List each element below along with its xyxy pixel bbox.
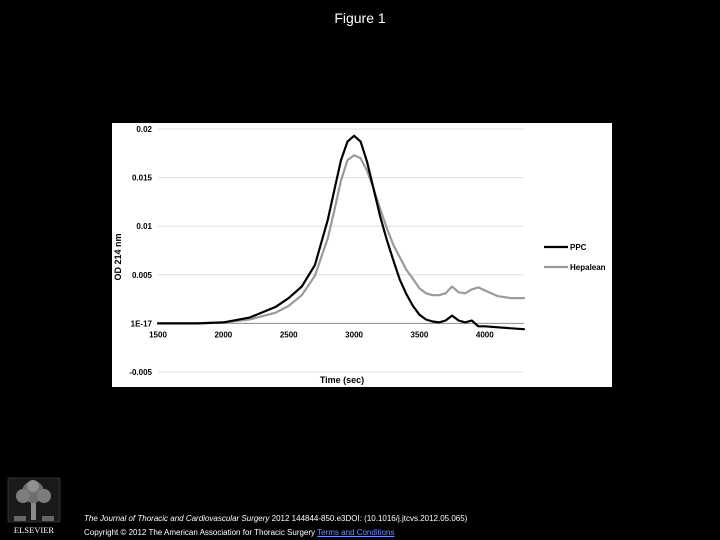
x-tick-labels <box>149 330 494 339</box>
series-line-hepalean <box>158 155 524 323</box>
figure-panel <box>112 123 612 387</box>
series-line-ppc <box>158 136 524 329</box>
copyright-text: Copyright © 2012 The American Association for Thoracic Surgery <box>84 528 318 537</box>
journal-name: The Journal of Thoracic and Cardiovascular Surgery <box>84 514 270 523</box>
gridlines <box>158 129 524 372</box>
y-tick-label: -0.005 <box>129 368 152 377</box>
line-chart <box>112 123 612 387</box>
legend-label-hepalean: Hepalean <box>570 263 606 272</box>
slide-title: Figure 1 <box>334 10 386 26</box>
x-axis-title: Time (sec) <box>319 375 365 385</box>
x-tick-label: 3000 <box>345 330 363 340</box>
legend-label-ppc: PPC <box>570 243 587 252</box>
legend <box>544 243 606 272</box>
x-tick-label: 1500 <box>149 330 167 340</box>
y-axis-title: OD 214 nm <box>113 233 123 281</box>
series-lines <box>158 136 524 329</box>
x-tick-label: 3500 <box>410 330 429 340</box>
terms-and-conditions-link[interactable]: Terms and Conditions <box>317 528 395 537</box>
x-tick-label: 2500 <box>279 330 298 340</box>
y-tick-label: 0.015 <box>131 173 152 183</box>
x-tick-label: 4000 <box>475 330 494 340</box>
y-tick-label: 0.01 <box>136 222 152 232</box>
citation-line <box>84 514 467 523</box>
elsevier-logo-wordmark: ELSEVIER <box>13 525 55 535</box>
copyright-line <box>84 528 395 537</box>
y-tick-label: 0.005 <box>131 270 152 280</box>
y-tick-label: 1E-17 <box>130 319 152 329</box>
citation-details: 2012 144844-850.e3DOI: (10.1016/j.jtcvs.2012.05.065) <box>269 514 468 523</box>
y-tick-label: 0.02 <box>136 125 152 134</box>
elsevier-logo <box>6 476 62 536</box>
x-tick-label: 2000 <box>214 330 233 340</box>
